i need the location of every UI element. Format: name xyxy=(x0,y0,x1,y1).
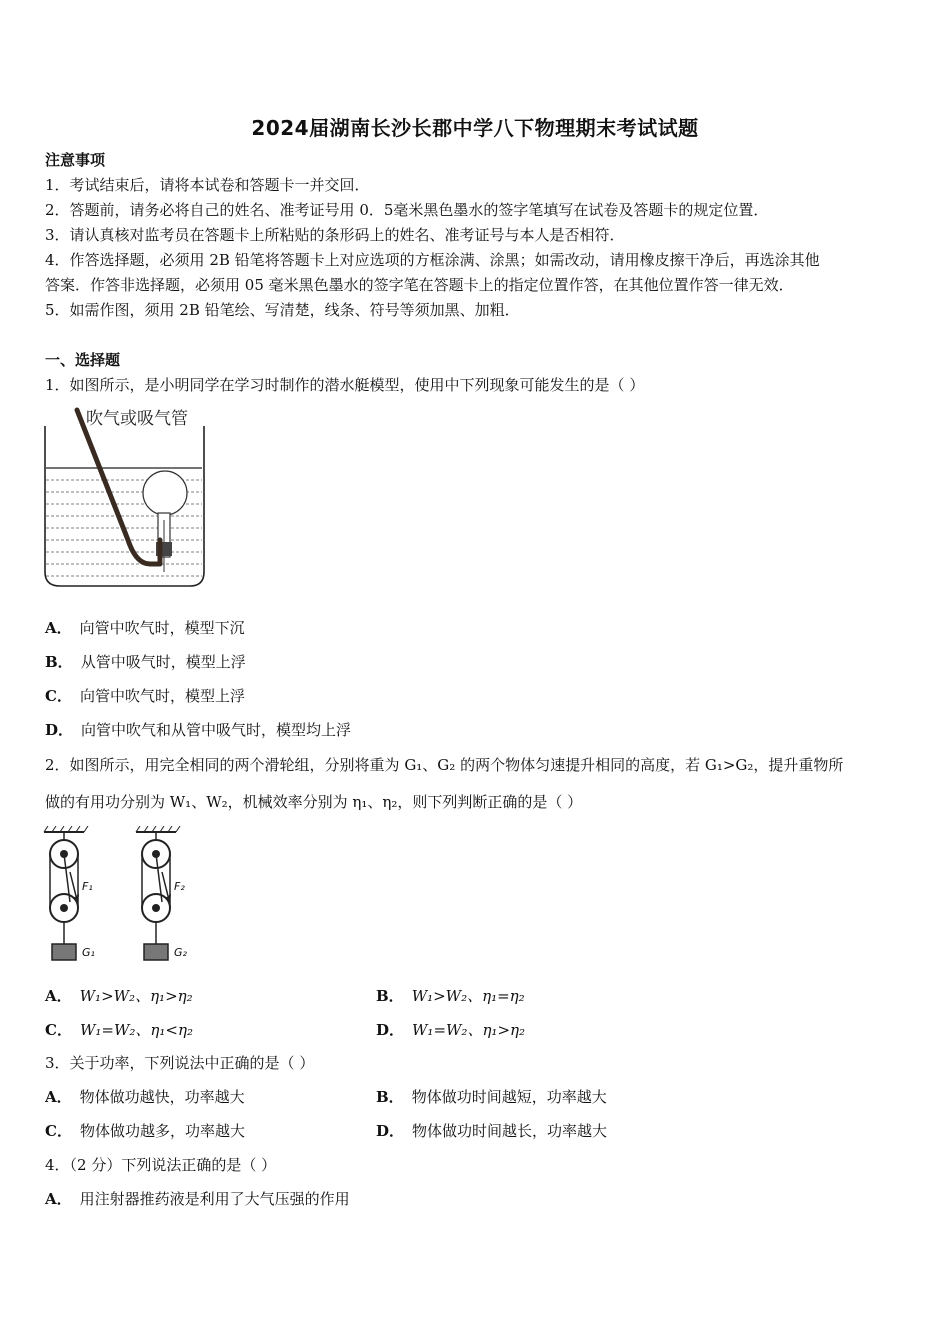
option-text: 物体做功越快，功率越大 xyxy=(79,1088,245,1106)
submarine-figure xyxy=(40,402,215,592)
option-letter: B． xyxy=(376,1088,404,1106)
option-letter: C． xyxy=(45,1122,72,1140)
option-letter: A． xyxy=(45,1088,72,1106)
question-4-stem: 4．（2 分）下列说法正确的是（ ） xyxy=(45,1156,277,1174)
option-letter: C． xyxy=(45,687,72,705)
option-text: W₁=W₂、η₁>η₂ xyxy=(412,1021,526,1039)
notice-item: 1．考试结束后，请将本试卷和答题卡一并交回． xyxy=(45,176,370,194)
option-text: 向管中吹气时，模型下沉 xyxy=(79,619,245,637)
question-1-stem: 1．如图所示，是小明同学在学习时制作的潜水艇模型，使用中下列现象可能发生的是（ ） xyxy=(45,376,645,394)
section-heading: 一、选择题 xyxy=(45,351,121,369)
option-text: 从管中吸气时，模型上浮 xyxy=(80,653,246,671)
page-title: 2024届湖南长沙长郡中学八下物理期末考试试题 xyxy=(251,116,699,140)
notice-item: 4．作答选择题，必须用 2B 铅笔将答题卡上对应选项的方框涂满、涂黑；如需改动，请用橡皮擦干净后，再选涂其他 xyxy=(45,251,820,269)
option-text: 向管中吹气时，模型上浮 xyxy=(79,687,245,705)
option-text: W₁=W₂、η₁<η₂ xyxy=(79,1021,193,1039)
option-text: W₁>W₂、η₁=η₂ xyxy=(411,987,525,1005)
option-text: 用注射器推药液是利用了大气压强的作用 xyxy=(79,1190,350,1208)
option-text: 物体做功时间越短，功率越大 xyxy=(411,1088,607,1106)
question-3-option[interactable] xyxy=(376,1121,607,1141)
option-text: 物体做功越多，功率越大 xyxy=(79,1122,245,1140)
question-1-option[interactable] xyxy=(45,720,351,740)
pulley-system-1 xyxy=(44,826,95,960)
question-2-stem: 做的有用功分别为 W₁、W₂，机械效率分别为 η₁、η₂，则下列判断正确的是（ ） xyxy=(45,793,583,811)
notice-item: 3．请认真核对监考员在答题卡上所粘贴的条形码上的姓名、准考证号与本人是否相符． xyxy=(45,226,625,244)
option-letter: D． xyxy=(376,1122,405,1140)
option-letter: D． xyxy=(45,721,74,739)
question-2-option[interactable] xyxy=(376,1020,525,1040)
question-1-option[interactable] xyxy=(45,618,245,638)
question-2-stem: 2．如图所示，用完全相同的两个滑轮组，分别将重为 G₁、G₂ 的两个物体匀速提升相同的高度，若 G₁>G₂，提升重物所 xyxy=(45,756,844,774)
force-f2-label: F₂ xyxy=(174,880,185,893)
question-3-stem: 3．关于功率，下列说法中正确的是（ ） xyxy=(45,1054,315,1072)
pulley-figure xyxy=(40,826,200,966)
question-2-option[interactable] xyxy=(376,986,525,1006)
option-letter: B． xyxy=(45,653,73,671)
question-3-option[interactable] xyxy=(45,1121,245,1141)
flask-bulb xyxy=(143,471,187,515)
option-letter: D． xyxy=(376,1021,405,1039)
question-1-option[interactable] xyxy=(45,686,245,706)
force-f1-label: F₁ xyxy=(82,880,93,893)
weight-g1-label: G₁ xyxy=(82,946,95,959)
option-letter: A． xyxy=(45,619,72,637)
option-letter: C． xyxy=(45,1021,72,1039)
notice-item: 5．如需作图，须用 2B 铅笔绘、写清楚，线条、符号等须加黑、加粗． xyxy=(45,301,520,319)
option-letter: A． xyxy=(45,987,72,1005)
option-letter: B． xyxy=(376,987,404,1005)
pulley-system-2 xyxy=(136,826,188,960)
question-3-option[interactable] xyxy=(376,1087,607,1107)
question-2-option[interactable] xyxy=(45,986,193,1006)
notice-item: 2．答题前，请务必将自己的姓名、准考证号用 0．5毫米黑色墨水的签字笔填写在试卷及答题卡的规定位置． xyxy=(45,201,769,219)
question-3-option[interactable] xyxy=(45,1087,245,1107)
question-1-option[interactable] xyxy=(45,652,246,672)
weight-g2-label: G₂ xyxy=(174,946,187,959)
option-text: 物体做功时间越长，功率越大 xyxy=(412,1122,608,1140)
question-4-option[interactable] xyxy=(45,1189,350,1209)
notice-heading: 注意事项 xyxy=(45,151,106,169)
option-letter: A． xyxy=(45,1190,72,1208)
notice-item: 答案．作答非选择题，必须用 05 毫米黑色墨水的签字笔在答题卡上的指定位置作答，在其他位置作答一律无效． xyxy=(45,276,794,294)
air-tube-label: 吹气或吸气管 xyxy=(86,409,188,429)
question-2-option[interactable] xyxy=(45,1020,193,1040)
option-text: 向管中吹气和从管中吸气时，模型均上浮 xyxy=(81,721,352,739)
option-text: W₁>W₂、η₁>η₂ xyxy=(79,987,193,1005)
